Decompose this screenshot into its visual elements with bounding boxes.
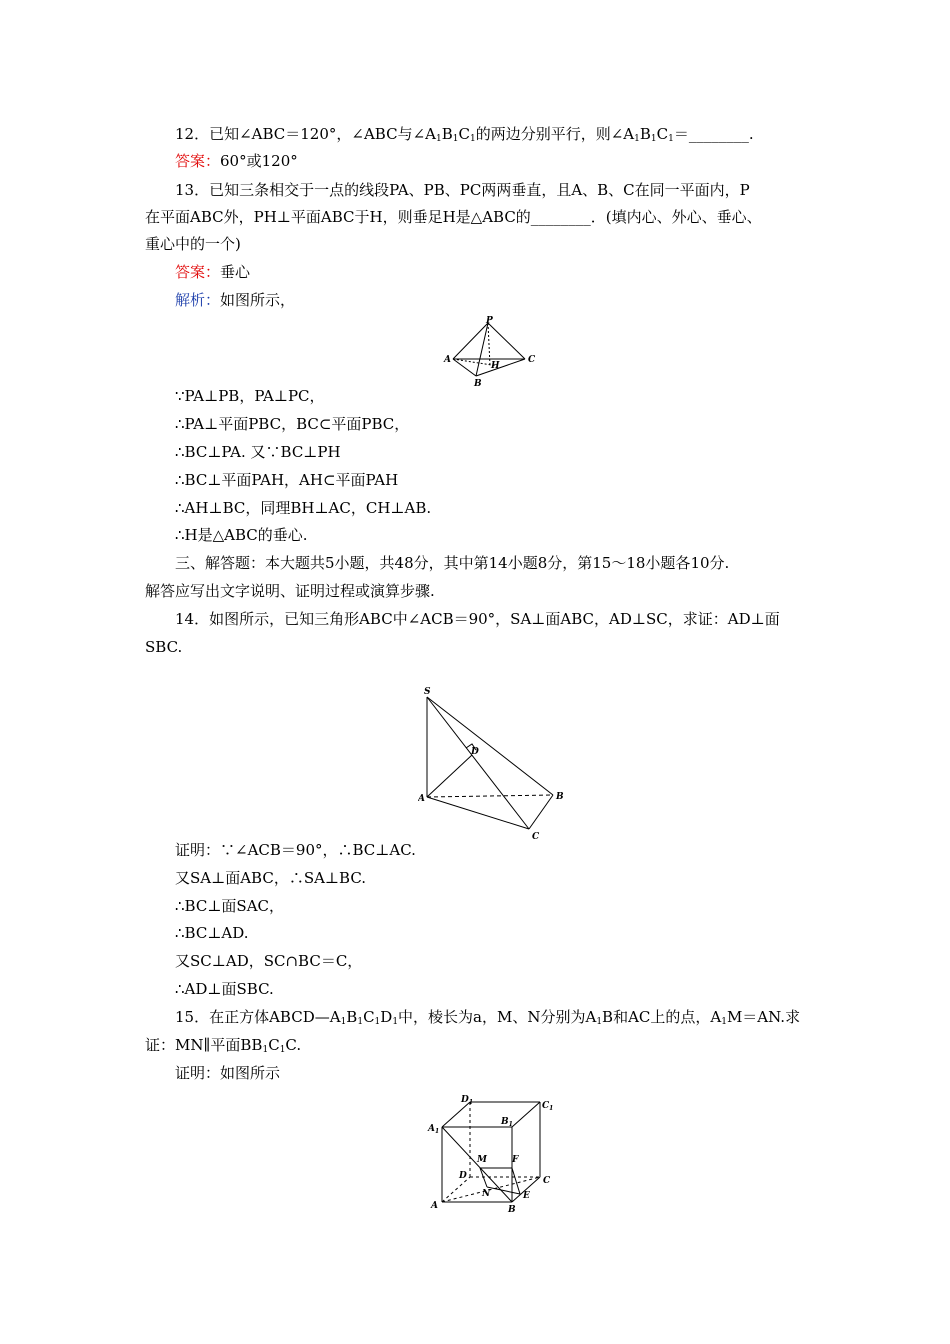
- q14-proof-6: ∴AD⊥面SBC.: [175, 980, 274, 998]
- q13-proof-5: ∴AH⊥BC，同理BH⊥AC，CH⊥AB.: [175, 499, 432, 517]
- label-h: H: [491, 361, 500, 371]
- q15-line2: 证：MN∥平面$BB_1C_1C$.: [145, 1036, 302, 1055]
- q14-line2: SBC.: [145, 638, 183, 656]
- label-d1: $D_1$: [461, 1095, 473, 1106]
- analysis-label: 解析：: [175, 291, 221, 309]
- label-s: S: [424, 687, 431, 697]
- label-n: N: [482, 1189, 491, 1199]
- pyramid-figure: [440, 316, 540, 388]
- label-p: P: [486, 316, 493, 326]
- q13-proof-1: ∵PA⊥PB，PA⊥PC，: [175, 387, 325, 405]
- q13-analysis: 解析：如图所示，: [175, 291, 296, 309]
- q13-proof-6: ∴H是△ABC的垂心.: [175, 526, 308, 544]
- cube-figure: [425, 1090, 565, 1220]
- q15-line1: 15．在正方体$ABCD—A_1B_1C_1D_1$中，棱长为a，M、N分别为$A_1B$和AC上的点，$A_1M=AN$.求: [175, 1008, 801, 1027]
- label-d: D: [471, 747, 479, 757]
- answer-label: 答案：: [175, 152, 221, 170]
- answer-label: 答案：: [175, 263, 221, 281]
- label-a: A: [444, 355, 451, 365]
- q14-proof-2: 又SA⊥面ABC，∴SA⊥BC.: [175, 869, 367, 887]
- q14-line1: 14．如图所示，已知三角形ABC中∠ACB＝90°，SA⊥面ABC，AD⊥SC，求证：AD⊥面: [175, 610, 780, 628]
- q13-proof-2: ∴PA⊥平面PBC，BC⊂平面PBC，: [175, 415, 410, 433]
- label-b: B: [508, 1205, 516, 1215]
- q14-proof-4: ∴BC⊥AD.: [175, 924, 249, 942]
- q13-answer: 答案：垂心: [175, 263, 251, 281]
- q13-proof-3: ∴BC⊥PA. 又∵BC⊥PH: [175, 443, 341, 461]
- q12-question: 12．已知∠ABC＝120°，∠ABC与$\angle A_1B_1C_1$的两边分别平行，则$\angle A_1B_1C_1=\_\_\_\_\_\_\_\_$.: [175, 125, 754, 144]
- q12-answer: 答案：60°或120°: [175, 152, 298, 170]
- label-b1: $B_1$: [501, 1117, 513, 1128]
- label-d: D: [459, 1171, 467, 1181]
- label-b: B: [474, 379, 482, 388]
- label-c: C: [528, 355, 536, 365]
- label-b: B: [556, 792, 564, 802]
- section3-line2: 解答应写出文字说明、证明过程或演算步骤.: [145, 582, 435, 600]
- q14-proof-5: 又SC⊥AD，SC∩BC＝C，: [175, 952, 363, 970]
- label-c: C: [543, 1176, 551, 1186]
- q15-proof-label: 证明：如图所示: [175, 1064, 281, 1082]
- label-f: F: [512, 1155, 519, 1165]
- q14-proof-1: 证明：∵∠ACB＝90°，∴BC⊥AC.: [175, 841, 416, 859]
- q13-proof-4: ∴BC⊥平面PAH，AH⊂平面PAH: [175, 471, 399, 489]
- label-e: E: [523, 1191, 530, 1201]
- label-m: M: [477, 1155, 487, 1165]
- label-c1: $C_1$: [542, 1101, 554, 1112]
- q13-line1: 13．已知三条相交于一点的线段PA、PB、PC两两垂直，且A、B、C在同一平面内，P: [175, 181, 750, 199]
- label-a: A: [431, 1201, 438, 1211]
- label-a: A: [418, 794, 425, 804]
- tetrahedron-figure: [418, 684, 573, 844]
- label-a1: $A_1$: [428, 1124, 440, 1135]
- q14-proof-3: ∴BC⊥面SAC，: [175, 897, 285, 915]
- q13-line2: 在平面ABC外，PH⊥平面ABC于H，则垂足H是△ABC的________．(填内心、外心、垂心、: [145, 208, 762, 226]
- q13-line3: 重心中的一个): [145, 235, 241, 253]
- label-c: C: [532, 832, 540, 842]
- section3-line1: 三、解答题：本大题共5小题，共48分，其中第14小题8分，第15～18小题各10分.: [175, 554, 730, 572]
